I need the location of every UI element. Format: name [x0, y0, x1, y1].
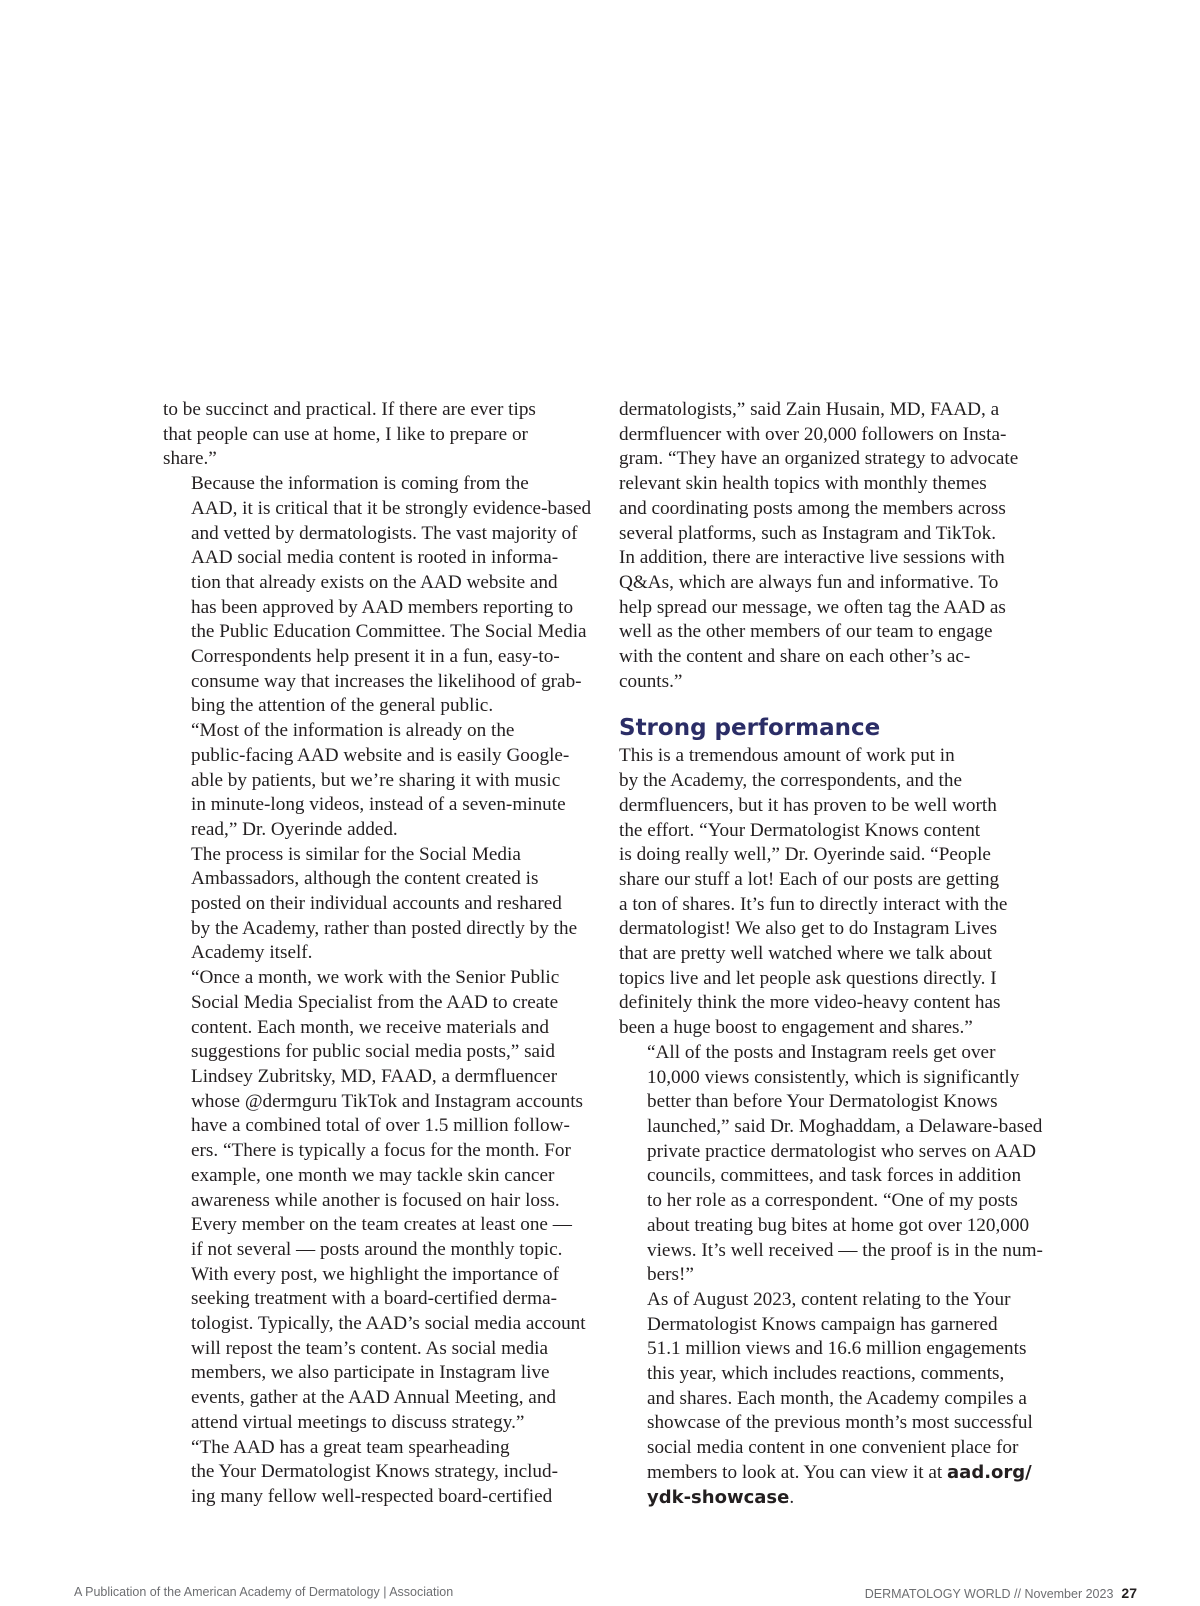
body-text-line: 10,000 views consistently, which is significantly	[647, 1066, 1020, 1088]
body-text-line: awareness while another is focused on hair loss.	[191, 1189, 560, 1211]
body-text-line: and vetted by dermatologists. The vast majority of	[191, 522, 578, 544]
body-text-line: the effort. “Your Dermatologist Knows content	[619, 819, 981, 841]
body-text-line: content. Each month, we receive materials and	[191, 1016, 550, 1038]
body-text-line: Ambassadors, although the content created is	[191, 868, 539, 890]
body-text-line: launched,” said Dr. Moghaddam, a Delaware-based	[647, 1115, 1043, 1137]
body-text-line: able by patients, but we’re sharing it with music	[191, 769, 561, 791]
body-text-line: .	[789, 1486, 795, 1508]
article-column-right	[619, 398, 1051, 1510]
body-text-line: dermfluencer with over 20,000 followers on Insta-	[619, 423, 1007, 445]
body-text-line: “Most of the information is already on the	[191, 720, 515, 742]
body-text-line: definitely think the more video-heavy content has	[619, 992, 1001, 1014]
article-column-left	[163, 398, 593, 1510]
body-text-line: about treating bug bites at home got over 120,000	[647, 1214, 1030, 1236]
body-text-line: the Your Dermatologist Knows strategy, includ-	[191, 1461, 559, 1483]
body-text-line: posted on their individual accounts and reshared	[191, 893, 562, 915]
body-text-line: AAD social media content is rooted in informa-	[191, 547, 559, 569]
body-text-line: views. It’s well received — the proof is in the num-	[647, 1239, 1043, 1261]
body-text-line: dermatologists,” said Zain Husain, MD, FAAD, a	[619, 399, 1000, 420]
body-text-line: “The AAD has a great team spearheading	[191, 1436, 510, 1458]
footer-issue: DERMATOLOGY WORLD // November 2023	[864, 1587, 1114, 1601]
body-text-line: Because the information is coming from the	[191, 473, 529, 495]
showcase-link-part2[interactable]: ydk-showcase	[647, 1486, 790, 1508]
body-text-line: that people can use at home, I like to prepare or	[163, 423, 528, 445]
article-paragraph	[163, 398, 593, 472]
body-text-line: public-facing AAD website and is easily Google-	[191, 744, 570, 766]
body-text-line: have a combined total of over 1.5 million follow-	[191, 1115, 570, 1137]
body-text-line: in minute-long videos, instead of a seven-minute	[191, 794, 566, 816]
body-text-line: showcase of the previous month’s most successful	[647, 1412, 1033, 1434]
right-column-body	[619, 744, 1051, 1287]
body-text-line: relevant skin health topics with monthly themes	[619, 473, 987, 495]
body-text-line: by the Academy, the correspondents, and the	[619, 770, 962, 792]
body-text-line: whose @dermguru TikTok and Instagram accounts	[191, 1090, 584, 1112]
article-paragraph	[619, 398, 1051, 694]
body-text-line: better than before Your Dermatologist Knows	[647, 1091, 998, 1113]
body-text-line: 51.1 million views and 16.6 million engagements	[647, 1338, 1027, 1360]
body-text-line: this year, which includes reactions, comments,	[647, 1363, 1005, 1385]
body-text-line: tologist. Typically, the AAD’s social media account	[191, 1313, 586, 1335]
body-text-line: tion that already exists on the AAD website and	[191, 571, 558, 593]
body-text-line: In addition, there are interactive live sessions with	[619, 547, 1005, 569]
body-text-line: Correspondents help present it in a fun, easy-to-	[191, 646, 560, 668]
page-number: 27	[1121, 1585, 1137, 1601]
body-text-line: share.”	[163, 448, 217, 470]
body-text-line: consume way that increases the likelihood of grab-	[191, 670, 582, 692]
body-text-line: if not several — posts around the monthly topic.	[191, 1238, 563, 1260]
body-text-line: This is a tremendous amount of work put in	[619, 745, 955, 767]
body-text-line: “All of the posts and Instagram reels get over	[647, 1041, 996, 1063]
body-text-line: Social Media Specialist from the AAD to create	[191, 991, 559, 1013]
article-paragraph	[619, 1041, 1051, 1288]
footer-publication: A Publication of the American Academy of Dermatology | Association	[74, 1585, 454, 1599]
body-text-line: share our stuff a lot! Each of our posts are getting	[619, 868, 1000, 890]
body-text-line: bers!”	[647, 1264, 694, 1286]
body-text-line: Q&As, which are always fun and informative. To	[619, 571, 999, 593]
body-text-line: events, gather at the AAD Annual Meeting, and	[191, 1387, 557, 1409]
body-text-line: a ton of shares. It’s fun to directly interact with the	[619, 893, 1008, 915]
body-text-line: has been approved by AAD members reporting to	[191, 596, 574, 618]
body-text-line: The process is similar for the Social Media	[191, 843, 521, 865]
body-text-line: seeking treatment with a board-certified derma-	[191, 1288, 557, 1310]
footer-masthead	[865, 1585, 1137, 1601]
body-text-line: councils, committees, and task forces in addition	[647, 1165, 1022, 1187]
article-paragraph	[163, 966, 593, 1435]
body-text-line: with the content and share on each other’s ac-	[619, 646, 971, 668]
body-text-line: topics live and let people ask questions directly. I	[619, 967, 997, 989]
body-text-line: several platforms, such as Instagram and TikTok.	[619, 522, 997, 544]
body-text-line: dermatologist! We also get to do Instagram Lives	[619, 918, 998, 940]
body-text-line: read,” Dr. Oyerinde added.	[191, 818, 398, 840]
body-text-line: members, we also participate in Instagram live	[191, 1362, 550, 1384]
body-text-line: Every member on the team creates at least one —	[191, 1214, 572, 1236]
body-text-line: by the Academy, rather than posted directly by the	[191, 917, 578, 939]
body-text-line: dermfluencers, but it has proven to be well worth	[619, 794, 997, 816]
article-paragraph	[163, 719, 593, 843]
body-text-line: “Once a month, we work with the Senior Public	[191, 967, 560, 989]
body-text-line: help spread our message, we often tag the AAD as	[619, 596, 1006, 618]
body-text-line: With every post, we highlight the importance of	[191, 1263, 559, 1285]
body-text-line: is doing really well,” Dr. Oyerinde said. “People	[619, 844, 991, 866]
body-text-line: that are pretty well watched where we talk about	[619, 943, 992, 965]
body-text-line: As of August 2023, content relating to the Your	[647, 1288, 1011, 1310]
body-text-line: Dermatologist Knows campaign has garnered	[647, 1313, 998, 1335]
showcase-link-part1[interactable]: aad.org/	[947, 1461, 1032, 1483]
body-text-line: to be succinct and practical. If there are ever tips	[163, 399, 536, 420]
body-text-line: members to look at. You can view it at	[647, 1461, 948, 1483]
body-text-line: Academy itself.	[191, 942, 313, 964]
article-paragraph	[163, 843, 593, 967]
body-text-line: gram. “They have an organized strategy to advocate	[619, 448, 1019, 470]
section-heading: Strong performance	[619, 715, 881, 742]
body-text-line: bing the attention of the general public.	[191, 695, 494, 717]
body-text-line: the Public Education Committee. The Social Media	[191, 621, 587, 643]
body-text-line: will repost the team’s content. As social media	[191, 1337, 549, 1359]
right-column-intro	[619, 398, 1051, 694]
body-text-line: to her role as a correspondent. “One of my posts	[647, 1190, 1018, 1212]
body-text-line: private practice dermatologist who serves on AAD	[647, 1140, 1036, 1162]
body-text-line: ing many fellow well-respected board-certified	[191, 1485, 553, 1507]
body-text-line: counts.”	[619, 670, 683, 692]
body-text-line: and coordinating posts among the members across	[619, 497, 1006, 519]
body-text-line: been a huge boost to engagement and shares.”	[619, 1017, 973, 1039]
body-text-line: ers. “There is typically a focus for the month. For	[191, 1140, 571, 1162]
article-paragraph	[619, 1288, 1051, 1510]
body-text-line: Lindsey Zubritsky, MD, FAAD, a dermfluencer	[191, 1065, 558, 1087]
body-text-line: attend virtual meetings to discuss strategy.”	[191, 1411, 525, 1433]
body-text-line: social media content in one convenient place for	[647, 1437, 1019, 1459]
body-text-line: and shares. Each month, the Academy compiles a	[647, 1387, 1027, 1409]
body-text-line: well as the other members of our team to engage	[619, 621, 993, 643]
article-paragraph	[163, 472, 593, 719]
body-text-line: AAD, it is critical that it be strongly evidence-based	[191, 497, 592, 519]
body-text-line: example, one month we may tackle skin cancer	[191, 1164, 555, 1186]
body-text-line: suggestions for public social media posts,” said	[191, 1041, 555, 1063]
article-paragraph	[163, 1436, 593, 1510]
article-paragraph	[619, 744, 1051, 1040]
